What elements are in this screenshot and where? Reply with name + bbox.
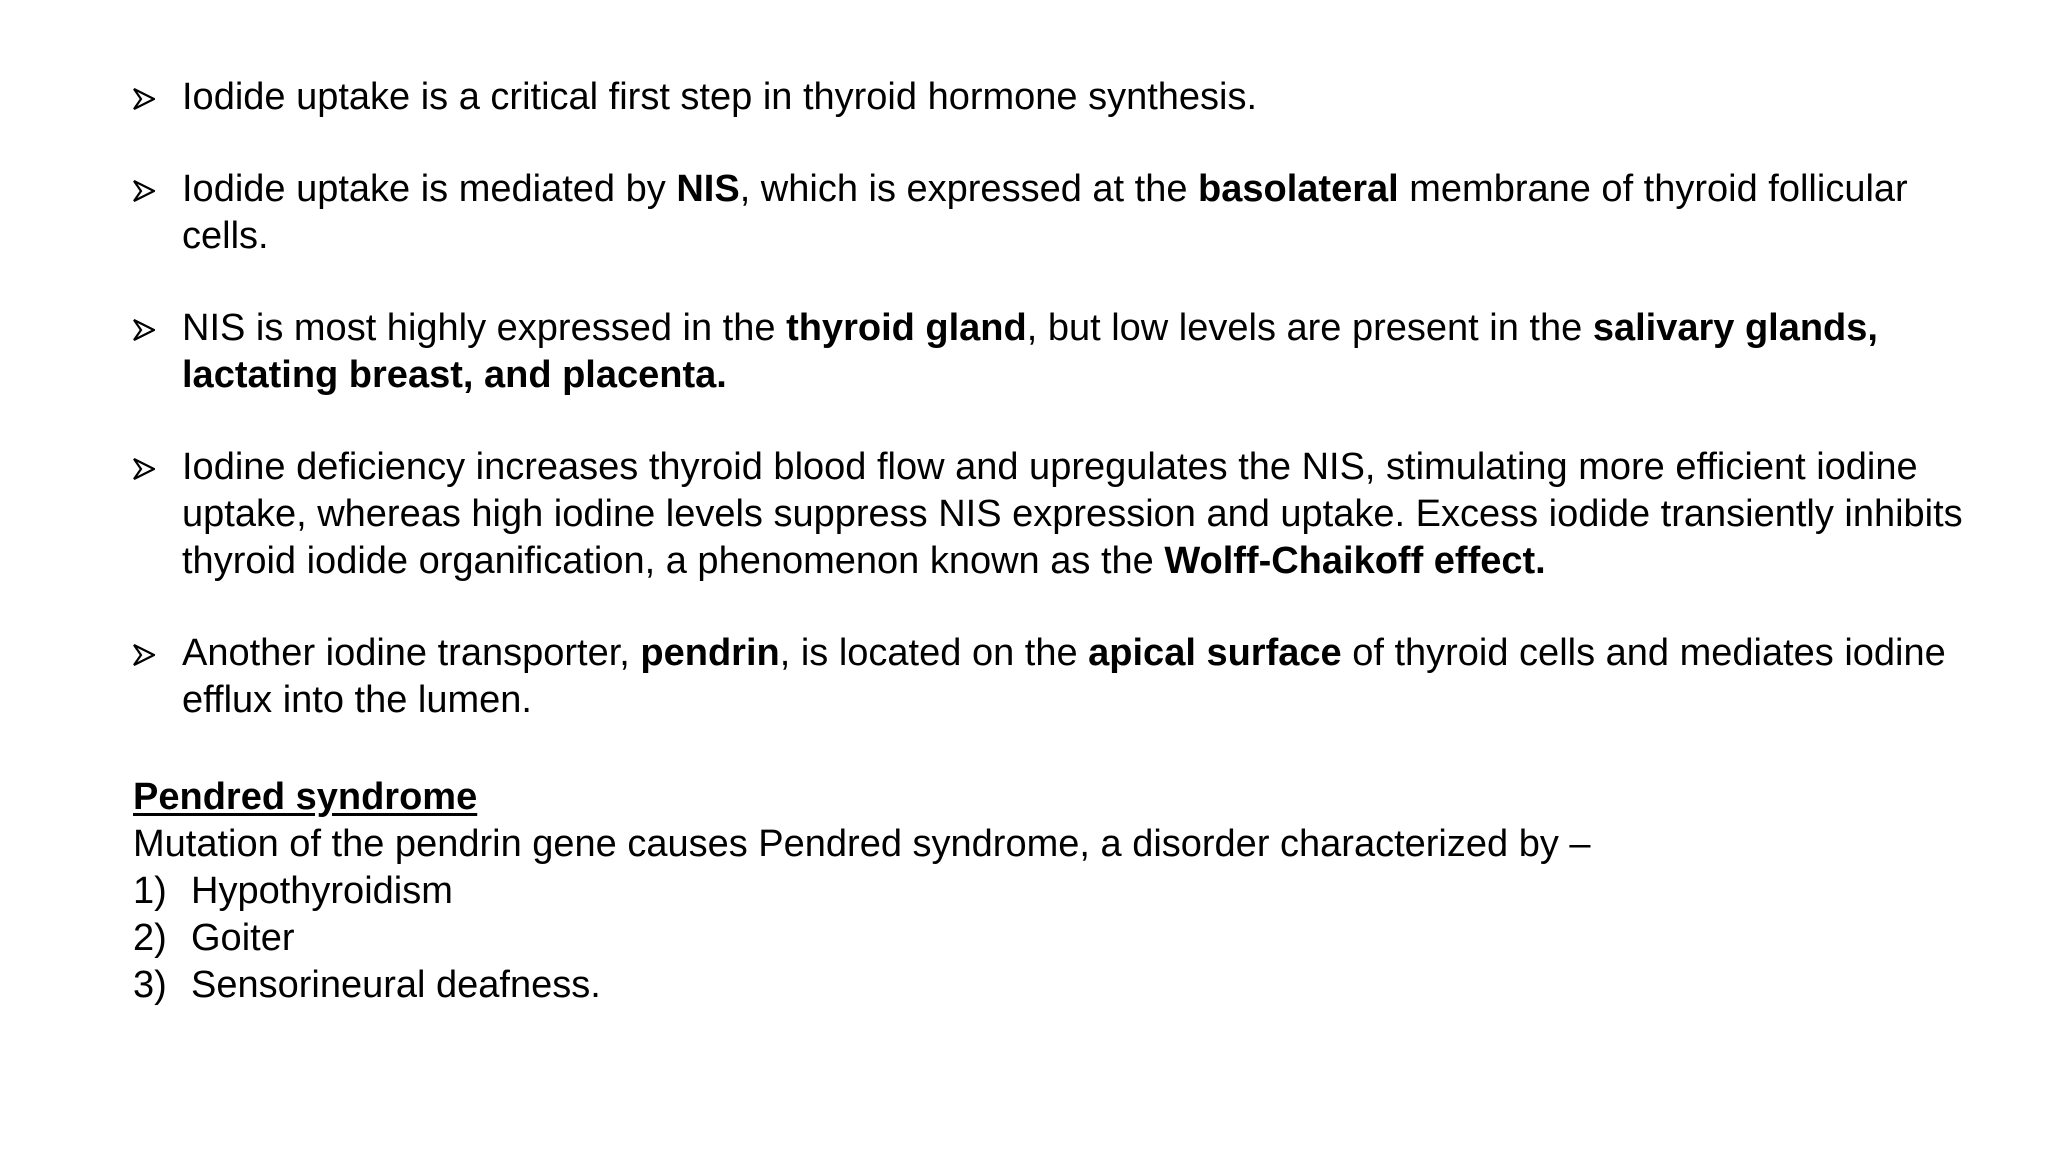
arrow-bullet-icon xyxy=(133,305,173,341)
bullet-item xyxy=(133,305,1973,399)
bullet-text: NIS is most highly expressed in the thyroid gland, but low levels are present in the salivary glands, lactating breast, and placenta. xyxy=(182,307,1878,396)
list-item xyxy=(133,915,1933,962)
arrow-bullet-icon xyxy=(133,630,173,666)
list-number: 2) xyxy=(133,917,167,959)
list-item xyxy=(133,868,1933,915)
arrow-bullet-icon xyxy=(133,74,173,110)
section-intro: Mutation of the pendrin gene causes Pendred syndrome, a disorder characterized by – xyxy=(133,823,1591,865)
bullet-text: Iodine deficiency increases thyroid blood flow and upregulates the NIS, stimulating more efficient iodine uptake, whereas high iodine levels suppress NIS expression and uptake. Excess iodide transiently inhibits thyroid iodide organification, a phenomenon known as the Wolff-Chaikoff effect. xyxy=(182,446,1963,582)
list-number: 1) xyxy=(133,870,167,912)
bullet-item xyxy=(133,630,1973,724)
bullet-text: Another iodine transporter, pendrin, is located on the apical surface of thyroid cells and mediates iodine efflux into the lumen. xyxy=(182,632,1946,721)
list-item-text: Goiter xyxy=(191,917,295,959)
bullet-text: Iodide uptake is a critical first step in thyroid hormone synthesis. xyxy=(182,76,1258,118)
pendred-section xyxy=(133,774,1933,1009)
bullet-item xyxy=(133,166,1973,260)
arrow-bullet-icon xyxy=(133,166,173,202)
bullet-list xyxy=(133,74,1973,769)
list-item-text: Hypothyroidism xyxy=(191,870,453,912)
bullet-item xyxy=(133,74,1973,121)
bullet-text: Iodide uptake is mediated by NIS, which is expressed at the basolateral membrane of thyroid follicular cells. xyxy=(182,168,1908,257)
bullet-item xyxy=(133,444,1973,585)
list-item-text: Sensorineural deafness. xyxy=(191,964,601,1006)
arrow-bullet-icon xyxy=(133,444,173,480)
section-title: Pendred syndrome xyxy=(133,776,478,818)
list-item xyxy=(133,962,1933,1009)
list-number: 3) xyxy=(133,964,167,1006)
numbered-list xyxy=(133,868,1933,1009)
